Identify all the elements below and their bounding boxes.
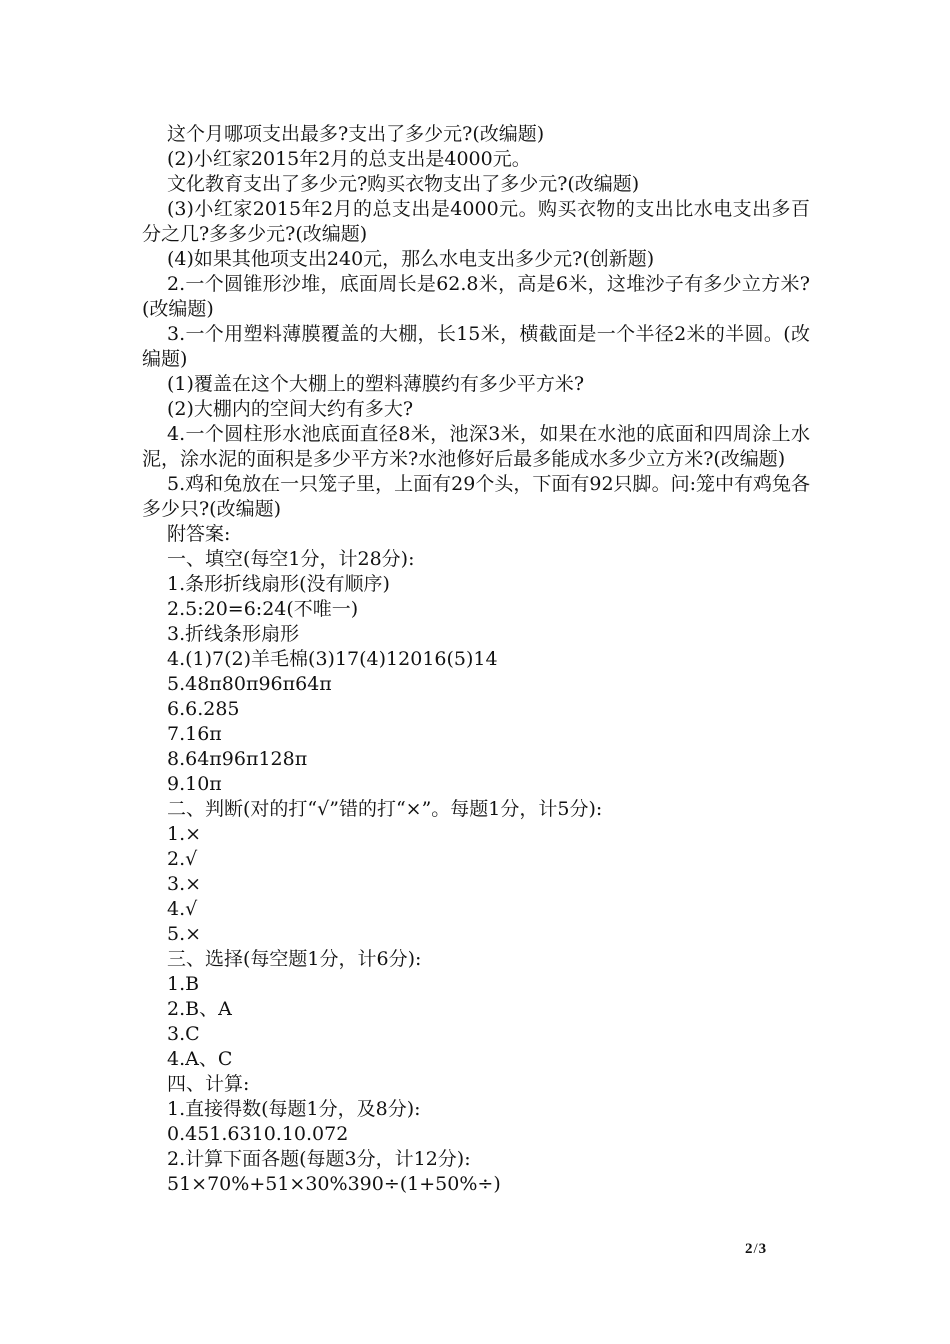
text-line: 附答案: [167,523,231,545]
answer-line: 2.√ [167,848,198,870]
section-heading: 一、填空(每空1分，计28分): [167,548,415,570]
text-paragraph: 5.鸡和兔放在一只笼子里，上面有29个头，下面有92只脚。问:笼中有鸡兔各多少只?(改编题) [142,473,810,520]
answer-line: 4.A、C [167,1048,233,1070]
section-heading: 二、判断(对的打“√”错的打“×”。每题1分，计5分): [167,798,603,820]
text-paragraph: (3)小红家2015年2月的总支出是4000元。购买衣物的支出比水电支出多百分之几?多多少元?(改编题) [142,198,810,245]
text-line: (2)小红家2015年2月的总支出是4000元。 [167,148,531,170]
page-current: 2 [745,1241,753,1257]
answer-line: 2.5:20=6:24(不唯一) [167,598,359,620]
section-heading: 三、选择(每空题1分，计6分): [167,948,422,970]
answer-line: 5.× [167,923,202,945]
answer-line: 7.16π [167,723,222,745]
section-heading: 四、计算: [167,1073,250,1095]
text-paragraph: 3.一个用塑料薄膜覆盖的大棚，长15米，横截面是一个半径2米的半圆。(改编题) [142,323,810,370]
answer-line: 2.计算下面各题(每题3分，计12分): [167,1148,471,1170]
page-number [745,1241,766,1258]
text-line: (4)如果其他项支出240元，那么水电支出多少元?(创新题) [167,248,655,270]
answer-line: 9.10π [167,773,222,795]
page-separator: / [753,1241,758,1257]
answer-line: 1.× [167,823,202,845]
answer-line: 6.6.285 [167,698,240,720]
answer-line: 1.B [167,973,200,995]
text-line: 文化教育支出了多少元?购买衣物支出了多少元?(改编题) [167,173,640,195]
answer-line: 5.48π80π96π64π [167,673,332,695]
answer-line: 8.64π96π128π [167,748,308,770]
answer-line: 3.C [167,1023,200,1045]
answer-line: 1.条形折线扇形(没有顺序) [167,573,390,595]
answer-line: 1.直接得数(每题1分，及8分): [167,1098,421,1120]
text-paragraph: 4.一个圆柱形水池底面直径8米，池深3米，如果在水池的底面和四周涂上水泥，涂水泥的面积是多少平方米?水池修好后最多能成水多少立方米?(改编题) [142,423,810,470]
answer-line: 3.× [167,873,202,895]
answer-line: 4.(1)7(2)羊毛棉(3)17(4)12016(5)14 [167,648,498,670]
text-line: (2)大棚内的空间大约有多大? [167,398,414,420]
text-paragraph: 2.一个圆锥形沙堆，底面周长是62.8米，高是6米，这堆沙子有多少立方米?(改编题) [142,273,810,320]
answer-line: 2.B、A [167,998,232,1020]
page-total: 3 [758,1241,767,1257]
text-line: (1)覆盖在这个大棚上的塑料薄膜约有多少平方米? [167,373,585,395]
answer-line: 4.√ [167,898,198,920]
answer-line: 3.折线条形扇形 [167,623,300,645]
answer-line: 0.451.6310.10.072 [167,1123,349,1145]
document-body [142,122,810,1197]
answer-line: 51×70%+51×30%390÷(1+50%÷) [167,1173,501,1195]
text-line: 这个月哪项支出最多?支出了多少元?(改编题) [167,123,545,145]
